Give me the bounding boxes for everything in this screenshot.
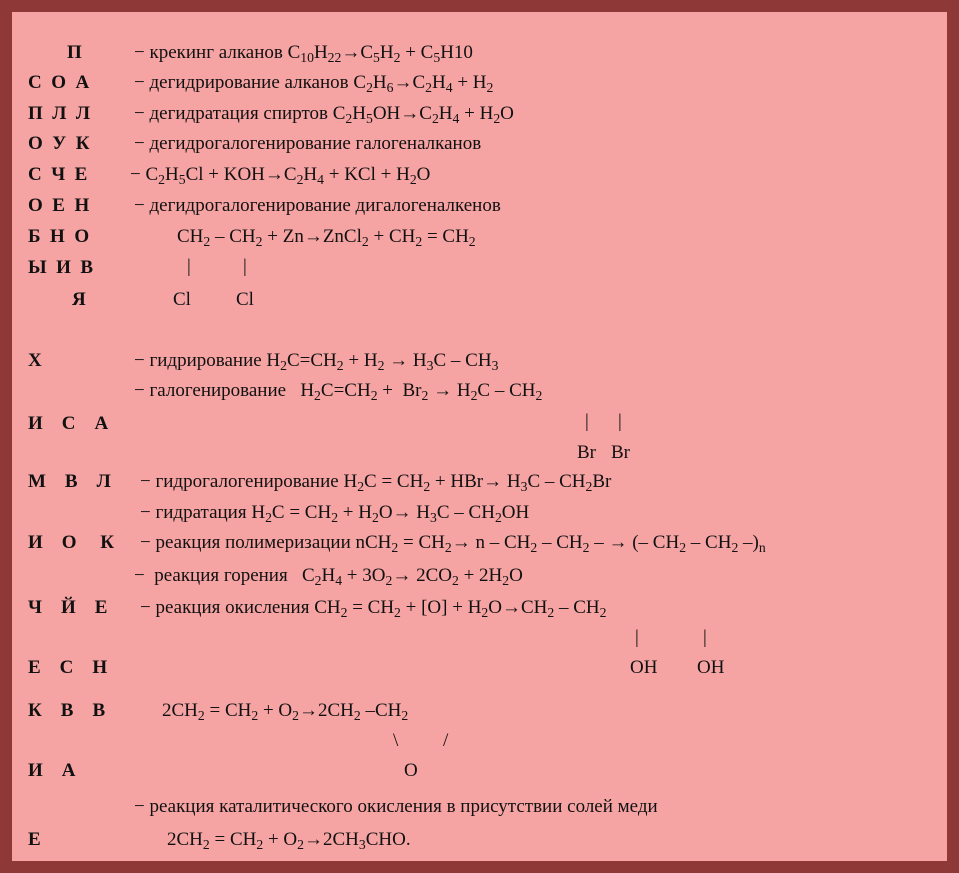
letters-row-12: М В Л (28, 471, 111, 492)
letters-row-18: Е (28, 829, 41, 850)
bond-bar: | (187, 256, 191, 277)
letters-row-14: Ч Й Е (28, 597, 108, 618)
letters-row-4: О У К (28, 133, 90, 154)
substituent-cl: Cl (173, 289, 191, 310)
reaction-dehydration: − дегидратация спиртов $C_2H_5OH\to C_2H_4 + H_2O$ (134, 103, 514, 126)
reaction-oxidation: − реакция окисления $CH_2 = CH_2 + [O] + H_2O\to CH_2 - CH_2$ (140, 597, 607, 620)
bond-bar: | (585, 411, 589, 432)
reaction-zn: $CH_2 - CH_2$ + Zn→ZnCl$_2$ + $CH_2 = CH_2$ (177, 226, 476, 249)
letters-row-9: Я (72, 289, 86, 310)
reaction-hydrohalogenation: − гидрогалогенирование $H_2C = CH_2 + HBr\to H_3C - CH_2Br$ (140, 471, 612, 494)
epoxide-oxygen: O (404, 760, 418, 781)
bond-bar: | (635, 627, 639, 648)
reaction-epoxidation: $2CH_2 = CH_2 + O_2\to 2CH_2$ $-CH_2$ (162, 700, 409, 723)
reaction-dihaloalkane: − дегидрогалогенирование дигалогеналкенов (134, 195, 501, 216)
reaction-catalytic-oxidation: − реакция каталитического окисления в присутствии солей меди (134, 796, 658, 817)
substituent-oh: OH (697, 657, 725, 678)
bond-bar: | (243, 256, 247, 277)
substituent-cl: Cl (236, 289, 254, 310)
letters-row-6: О Е Н (28, 195, 90, 216)
reaction-acetaldehyde: $2CH_2 = CH_2 + O_2\to 2CH_3CHO$. (167, 829, 411, 852)
letters-row-15: Е С Н (28, 657, 108, 678)
letters-row-11: И С А (28, 413, 109, 434)
reaction-dehydrohalogenation: − дегидрогалогенирование галогеналканов (134, 133, 482, 154)
reaction-hydrogenation: − гидрирование $H_2C=CH_2 + H_2 \to H_3C - CH_3$ (134, 350, 499, 373)
letters-row-17: И А (28, 760, 76, 781)
bond-slash: / (443, 730, 449, 751)
bond-bar: | (703, 627, 707, 648)
reaction-hydration: − гидратация $H_2C = CH_2 + H_2O\to H_3C - CH_2OH$ (140, 502, 530, 525)
substituent-oh: OH (630, 657, 658, 678)
substituent-br: Br (577, 442, 596, 463)
bond-bar: | (618, 411, 622, 432)
letters-row-3: П Л Л (28, 103, 91, 124)
substituent-br: Br (611, 442, 630, 463)
letters-row-7: Б Н О (28, 226, 90, 247)
reaction-koh: − $C_2H_5Cl + KOH\to C_2H_4$ + KCl + $H_2O$ (130, 164, 431, 187)
letters-row-16: К В В (28, 700, 106, 721)
letters-row-1: П (67, 42, 82, 63)
letters-row-5: С Ч Е (28, 164, 88, 185)
letters-row-13: И О К (28, 532, 115, 553)
reaction-halogenation: − галогенирование $H_2C=CH_2 + Br_2 \to H_2C - CH_2$ (134, 380, 543, 403)
letters-row-2: С О А (28, 72, 90, 93)
letters-row-8: Ы И В (28, 257, 94, 278)
bond-backslash: \ (393, 730, 399, 751)
reaction-polymerization: − реакция полимеризации $nCH_2 = CH_2\to n - CH_2 - CH_2$ – → (– $CH_2 - CH_2$ $-)_n$ (140, 532, 766, 555)
reaction-dehydrogenation: − дегидрирование алканов $C_2H_6\to C_2H_4 + H_2$ (134, 72, 494, 95)
reaction-combustion: − реакция горения $C_2H_4 + 3O_2\to 2CO_2 + 2H_2O$ (134, 565, 523, 588)
letters-row-10: Х (28, 350, 42, 371)
reaction-cracking: − крекинг алканов $C_{10}H_{22}\to C_5H_2 + C_5H10$ (134, 42, 473, 65)
